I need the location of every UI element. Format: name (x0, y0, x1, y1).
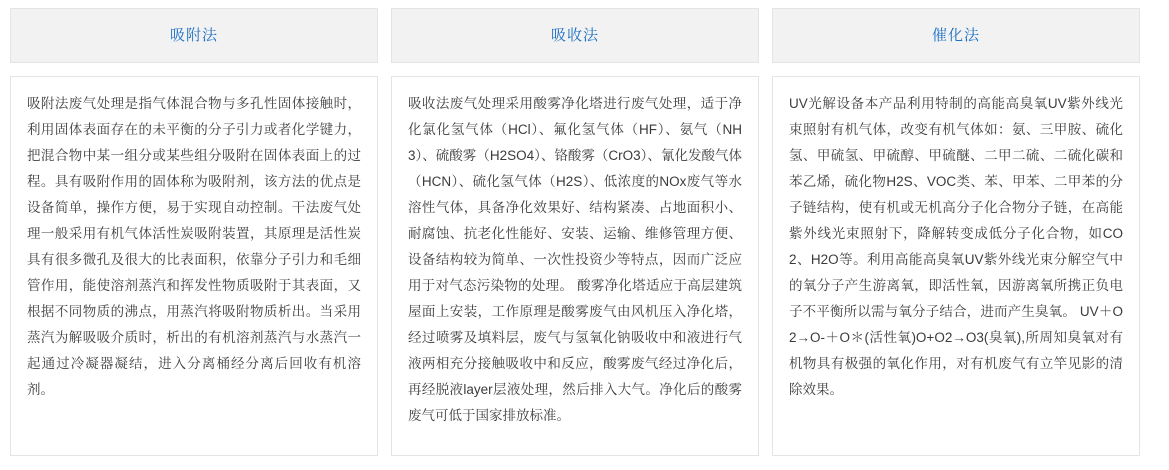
column-catalysis (772, 8, 1140, 456)
column-adsorption (10, 8, 378, 456)
column-paragraph: 吸附法废气处理是指气体混合物与多孔性固体接触时，利用固体表面存在的未平衡的分子引力或者化学键力，把混合物中某一组分或某些组分吸附在固体表面上的过程。具有吸附作用的固体称为吸附剂，该方法的优点是设备简单，操作方便，易于实现自动控制。干法废气处理一般采用有机气体活性炭吸附装置，其原理是活性炭具有很多微孔及很大的比表面积，依靠分子引力和毛细管作用，能使溶剂蒸汽和挥发性物质吸附于其表面，又根据不同物质的沸点，用蒸汽将吸附物质析出。当采用蒸汽为解吸吸介质时，析出的有机溶剂蒸汽与水蒸汽一起通过冷凝器凝结，进入分离桶经分离后回收有机溶剂。 (27, 96, 361, 397)
column-header-adsorption (10, 8, 378, 63)
column-paragraph: UV光解设备本产品利用特制的高能高臭氧UV紫外线光束照射有机气体，改变有机气体如：氨、三甲胺、硫化氢、甲硫氢、甲硫醇、甲硫醚、二甲二硫、二硫化碳和苯乙烯，硫化物H2S、VOC类、苯、甲苯、二甲苯的分子链结构，使有机或无机高分子化合物分子链，在高能紫外线光束照射下，降解转变成低分子化合物，如CO2、H2O等。利用高能高臭氧UV紫外线光束分解空气中的氧分子产生游离氧，即活性氧，因游离氧所携正负电子不平衡所以需与氧分子结合，进而产生臭氧。 UV＋O2→O-＋O＊(活性氧)O+O2→O3(臭氧),所周知臭氧对有机物具有极强的氧化作用，对有机废气有立竿见影的清除效果。 (789, 96, 1123, 397)
column-body-adsorption (10, 76, 378, 456)
column-header-absorption (391, 8, 759, 63)
column-title: 催化法 (931, 27, 980, 44)
column-body-catalysis (772, 76, 1140, 456)
column-paragraph: 吸收法废气处理采用酸雾净化塔进行废气处理，适于净化氯化氢气体（HCl）、氟化氢气体（HF）、氨气（NH3）、硫酸雾（H2SO4）、铬酸雾（CrO3）、氰化发酸气体（HCN）、硫化氢气体（H2S）、低浓度的NOx废气等水溶性气体，具备净化效果好、结构紧凑、占地面积小、耐腐蚀、抗老化性能好、安装、运输、维修管理方便、设备结构较为简单、一次性投资少等特点，因而广泛应用于对气态污染物的处理。 酸雾净化塔适应于高层建筑屋面上安装，工作原理是酸雾废气由风机压入净化塔，经过喷雾及填料层，废气与氢氧化钠吸收中和液进行气液两相充分接触吸收中和反应，酸雾废气经过净化后，再经脱液layer层液处理，然后排入大气。净化后的酸雾废气可低于国家排放标准。 (408, 96, 742, 423)
column-title: 吸收法 (550, 27, 599, 44)
column-title: 吸附法 (169, 27, 218, 44)
column-header-catalysis (772, 8, 1140, 63)
column-absorption (391, 8, 759, 456)
column-body-absorption (391, 76, 759, 456)
